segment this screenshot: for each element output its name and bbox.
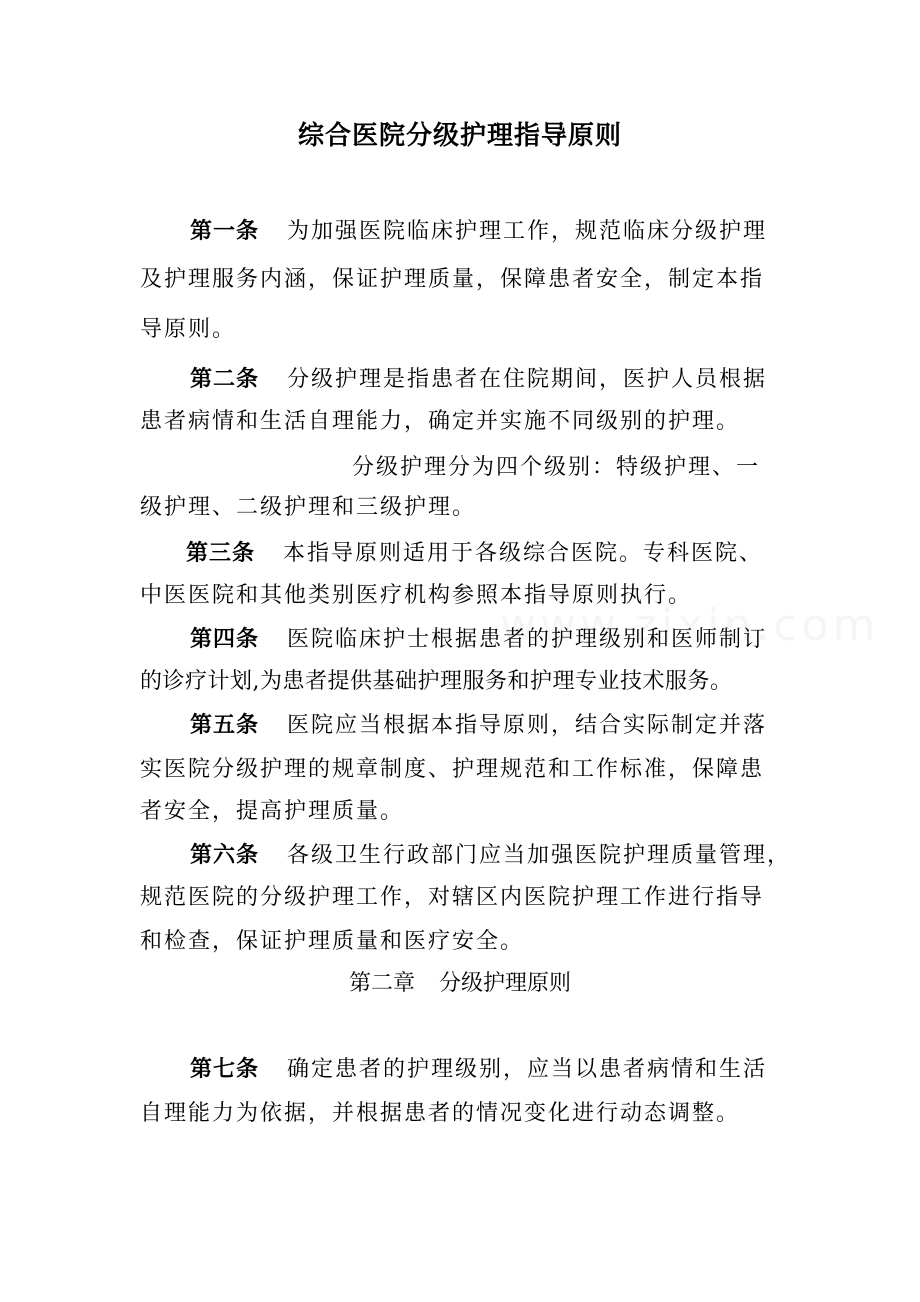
article-1-line-2: 及护理服务内涵，保证护理质量，保障患者安全，制定本指	[140, 267, 765, 292]
article-1-line-3: 导原则。	[140, 317, 237, 342]
article-4-line-1	[190, 622, 767, 658]
article-2-label: 第二条	[190, 367, 260, 392]
article-5-line-2: 实医院分级护理的规章制度、护理规范和工作标准，保障患	[140, 757, 765, 782]
article-7-line-1	[190, 1052, 767, 1088]
article-1-line-1	[190, 214, 767, 250]
chapter-2-number: 第二章	[348, 971, 415, 996]
article-2-line-3: 分级护理分为四个级别：特级护理、一	[352, 455, 761, 480]
article-6-line-1	[190, 838, 791, 874]
article-5-text-1: 医院应当根据本指导原则，结合实际制定并落	[287, 713, 768, 738]
article-1-text-1: 为加强医院临床护理工作，规范临床分级护理	[287, 219, 768, 244]
article-5-line-1	[190, 708, 767, 744]
article-4-line-2: 的诊疗计划,为患者提供基础护理服务和护理专业技术服务。	[140, 669, 733, 694]
article-3-line-2: 中医医院和其他类别医疗机构参照本指导原则执行。	[140, 583, 693, 608]
chapter-2-title: 分级护理原则	[439, 971, 572, 996]
article-7-text-1: 确定患者的护理级别，应当以患者病情和生活	[287, 1057, 768, 1082]
document-title: 综合医院分级护理指导原则	[297, 121, 622, 151]
article-6-label: 第六条	[190, 843, 260, 868]
article-4-text-1: 医院临床护士根据患者的护理级别和医师制订	[287, 627, 768, 652]
article-2-line-2: 患者病情和生活自理能力，确定并实施不同级别的护理。	[140, 409, 741, 434]
article-4-label: 第四条	[190, 627, 260, 652]
article-5-label: 第五条	[190, 713, 260, 738]
article-3-line-1	[186, 536, 763, 572]
article-6-line-2: 规范医院的分级护理工作，对辖区内医院护理工作进行指导	[140, 885, 765, 910]
chapter-2-heading	[0, 966, 920, 1002]
article-2-line-4: 级护理、二级护理和三级护理。	[140, 495, 477, 520]
article-5-line-3: 者安全，提高护理质量。	[140, 799, 405, 824]
article-6-text-1: 各级卫生行政部门应当加强医院护理质量管理，	[287, 843, 792, 868]
article-2-line-1	[190, 362, 767, 398]
article-3-text-1: 本指导原则适用于各级综合医院。专科医院、	[283, 541, 764, 566]
article-3-label: 第三条	[186, 541, 256, 566]
article-7-line-2: 自理能力为依据，并根据患者的情况变化进行动态调整。	[140, 1101, 741, 1126]
article-7-label: 第七条	[190, 1057, 260, 1082]
article-6-line-3: 和检查，保证护理质量和医疗安全。	[140, 929, 525, 954]
article-1-label: 第一条	[190, 219, 260, 244]
article-2-text-1: 分级护理是指患者在住院期间，医护人员根据	[287, 367, 768, 392]
